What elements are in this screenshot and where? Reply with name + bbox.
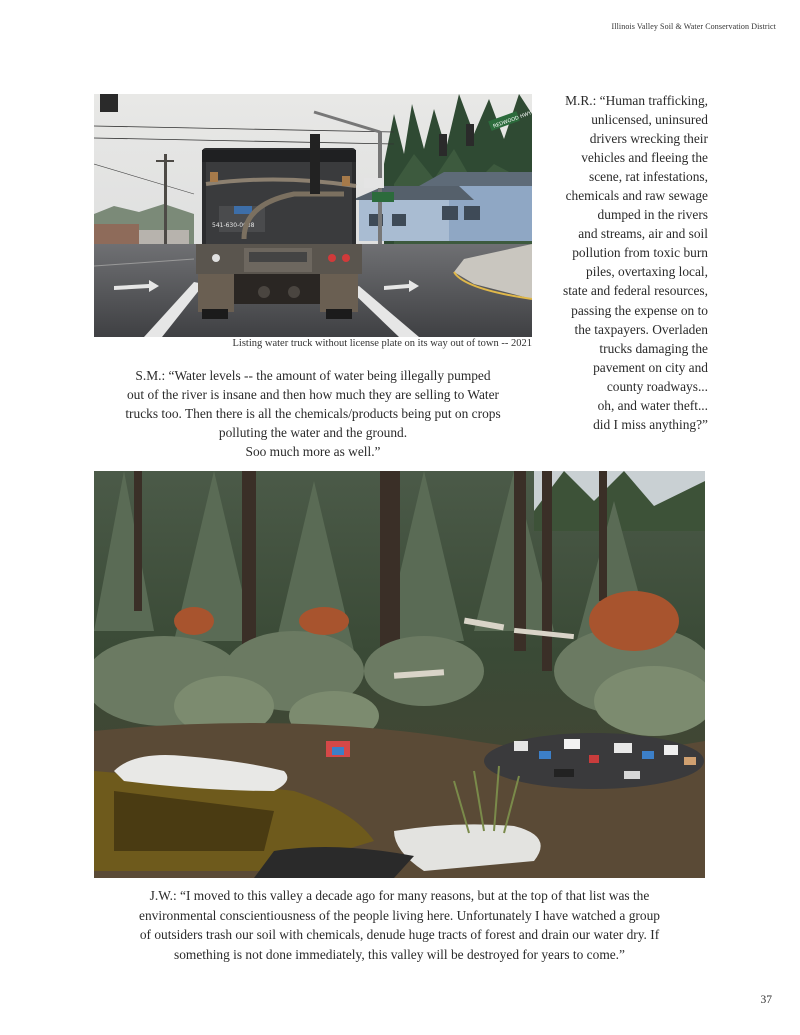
quote-line: vehicles and fleeing the [581,150,708,166]
quote-jw [94,886,705,964]
street-sign-text: REDWOOD HWY [492,110,532,130]
truck-phone-text: 541-630-0638 [212,222,255,229]
quote-line: state and federal resources, [563,283,708,299]
quote-line: pollution from toxic burn [572,245,708,261]
water-truck-photo [94,94,532,337]
quote-line: pavement on city and [593,359,708,375]
page-number: 37 [760,994,772,1006]
quote-line: drivers wrecking their [589,131,708,147]
quote-line: scene, rat infestations, [589,169,708,185]
quote-line: dumped in the rivers [597,207,708,223]
quote-line: something is not done immediately, this valley will be destroyed for years to come.” [174,946,625,962]
quote-mr [536,91,708,434]
quote-line: S.M.: “Water levels -- the amount of water being illegally pumped [135,368,491,383]
quote-line: of outsiders trash our soil with chemicals, denude huge tracts of forest and drain our water dry. If [139,927,660,942]
quote-sm [94,366,532,461]
quote-line: county roadways... [606,378,708,394]
quote-line: oh, and water theft... [597,397,708,413]
photo-caption: Listing water truck without license plate on its way out of town -- 2021 [232,338,532,349]
quote-line: unlicensed, uninsured [591,112,708,128]
quote-line: Soo much more as well.” [245,444,381,459]
quote-line: passing the expense on to [571,302,708,318]
quote-line: out of the river is insane and then how much they are selling to Water [126,387,500,402]
quote-line: polluting the water and the ground. [218,425,408,440]
quote-line: M.R.: “Human trafficking, [565,93,708,108]
quote-line: trucks too. Then there is all the chemicals/products being put on crops [125,406,501,421]
running-header: Illinois Valley Soil & Water Conservation District [611,22,776,31]
quote-line: chemicals and raw sewage [565,188,708,204]
quote-line: the taxpayers. Overladen [574,321,708,337]
quote-line: trucks damaging the [599,340,708,356]
quote-line: environmental conscientiousness of the people living here. Unfortunately I have watched a group [139,907,660,923]
quote-line: did I miss anything?” [593,416,708,432]
illegal-dump-photo [94,471,705,878]
quote-line: and streams, air and soil [578,226,708,242]
quote-line: J.W.: “I moved to this valley a decade ago for many reasons, but at the top of that list was the [149,888,650,903]
quote-line: piles, overtaxing local, [586,264,708,280]
